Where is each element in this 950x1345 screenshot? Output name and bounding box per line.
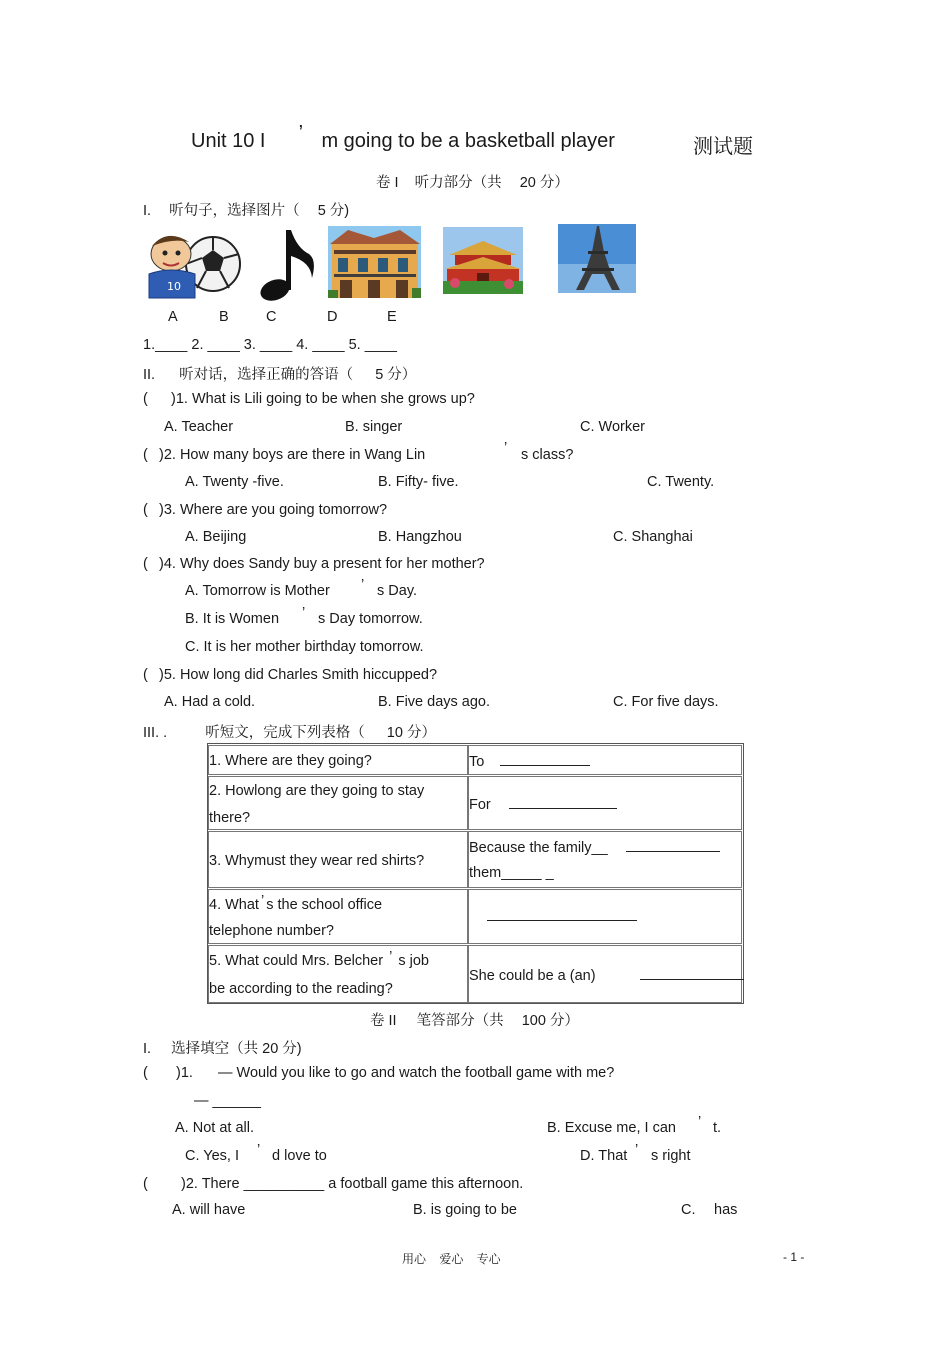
q3-bracket: ( [143,502,148,518]
table-row-4-blank[interactable] [487,908,637,921]
table-row-1-answer-cell [468,745,742,775]
table-row-5-blank[interactable] [640,967,744,980]
table-row-5-answer [469,967,744,984]
part2-heading [143,363,416,384]
part2-score: 5 分） [375,367,417,383]
table-row-4-question-line2: telephone number? [209,923,334,939]
part1-heading [143,199,349,220]
p4-q1-question: — Would you like to go and watch the football game with me? [218,1065,615,1081]
part2-number: II. [143,367,156,383]
section-listening-score: 20 分） [519,175,569,191]
part1-instruction: 听句子，选择图片（ [169,203,300,219]
part3-number: III. . [143,725,168,741]
p4-q1-number: )1. [176,1065,193,1081]
p4-q1-option-c: C. Yes, I [185,1148,240,1164]
q4-option-b-apostrophe: ’ [302,605,306,621]
q5-question: )5. How long did Charles Smith hiccupped? [159,667,438,683]
tiananmen-photo [443,227,523,294]
q5-option-b: B. Five days ago. [378,694,491,710]
table-row-4-question-part2: s the school office [266,897,383,913]
section-listening-label: 卷 I [376,175,399,191]
part1-number: I. [143,203,152,219]
listening-table [207,743,744,1004]
table-row-3-blank[interactable] [626,839,720,852]
picture-label-b: B [219,309,229,325]
p4-q1-option-d-apostrophe: ’ [635,1142,639,1158]
q4-bracket: ( [143,556,148,572]
table-row-5-question-cell [208,945,468,1003]
q1-question: )1. What is Lili going to be when she grows up? [171,391,475,407]
q2-question-tail: s class? [521,447,574,463]
table-row-2-blank[interactable] [509,796,617,809]
p4-q1-option-d: D. That [580,1148,628,1164]
table-row-4-answer-cell [468,889,742,944]
q4-option-a-apostrophe: ’ [361,577,365,593]
picture-label-e: E [387,309,397,325]
part4-instruction: 选择填空（共 20 分) [171,1041,302,1057]
p4-q2-option-b: B. is going to be [413,1202,517,1218]
q4-option-b-tail: s Day tomorrow. [318,611,423,627]
table-row-5-apostrophe: ’ [389,949,393,965]
section-writing-heading [370,1009,579,1030]
q1-bracket: ( [143,391,148,407]
part3-score: 10 分） [386,725,436,741]
p4-q1-option-b: B. Excuse me, I can [547,1120,676,1136]
table-row-5-question-line1 [209,949,429,969]
table-row-2-question-cell [208,776,468,830]
q4-option-a-tail: s Day. [377,583,418,599]
p4-q1-bracket: ( [143,1065,148,1081]
q3-question: )3. Where are you going tomorrow? [159,502,388,518]
section-writing-label: 卷 II [370,1013,397,1029]
table-row-1-question: 1. Where are they going? [209,753,372,769]
q5-option-c: C. For five days. [613,694,719,710]
section-listening-heading [376,171,569,192]
q4-option-b: B. It is Women [185,611,280,627]
music-note-icon [257,226,317,304]
q5-option-a: A. Had a cold. [164,694,256,710]
page-number: - 1 - [783,1250,805,1264]
p4-q2-option-c: C. [681,1202,696,1218]
part3-instruction: 听短文，完成下列表格（ [205,725,365,741]
table-row-1-question-cell [208,745,468,775]
footer-slogan: 用心 爱心 专心 [402,1252,501,1266]
q1-option-b: B. singer [345,419,403,435]
table-row-5-question-line2: be according to the reading? [209,981,393,997]
table-row-1-blank[interactable] [500,753,590,766]
table-row-2-question-line1: 2. Howlong are they going to stay [209,783,425,799]
q2-question: )2. How many boys are there in Wang Lin [159,447,426,463]
q3-option-b: B. Hangzhou [378,529,462,545]
part1-score: 5 分) [317,203,350,219]
table-row-4-question-line1 [209,893,383,913]
table-row-2-question-line2: there? [209,810,251,826]
table-row-5-question-part2: s job [398,953,429,969]
cartoon-football-player-image [143,226,241,300]
part2-instruction: 听对话，选择正确的答语（ [179,367,354,383]
table-row-2-answer-cell [468,776,742,830]
table-row-1-answer [469,753,590,770]
section-writing-score: 100 分） [521,1013,579,1029]
section-writing-text: 笔答部分（共 [416,1013,504,1029]
q2-option-c: C. Twenty. [647,474,715,490]
table-row-3-answer-text1: Because the family__ [469,840,608,856]
p4-q1-option-a: A. Not at all. [175,1120,254,1136]
picture-label-d: D [327,309,338,325]
part4-number: I. [143,1041,152,1057]
title-part2: m going to be a basketball player [321,130,615,152]
q1-option-a: A. Teacher [164,419,234,435]
q2-bracket: ( [143,447,148,463]
q4-question: )4. Why does Sandy buy a present for her mother? [159,556,485,572]
picture-label-a: A [168,309,178,325]
eiffel-tower-photo [558,224,636,293]
q5-bracket: ( [143,667,148,683]
section-listening-text: 听力部分（共 [414,175,502,191]
q2-option-a: A. Twenty -five. [185,474,284,490]
table-row-3-answer-line1 [469,839,720,856]
table-row-2-answer-label: For [469,797,491,813]
table-row-1-answer-label: To [469,754,485,770]
svg-text:10: 10 [167,280,181,293]
table-row-3-answer-text2: them_____ _ [469,865,554,881]
q3-option-a: A. Beijing [185,529,247,545]
title-suffix: 测试题 [693,136,753,158]
table-row-5-question-part1: 5. What could Mrs. Belcher [209,953,384,969]
q1-option-c: C. Worker [580,419,645,435]
p4-q1-option-c-apostrophe: ’ [257,1142,261,1158]
page-title [191,122,615,153]
p4-q2-question: )2. There __________ a football game this afternoon. [181,1176,524,1192]
table-row-2-answer [469,796,617,813]
house-photo [328,226,421,298]
q2-apostrophe: ’ [504,440,508,456]
q4-option-c: C. It is her mother birthday tomorrow. [185,639,424,655]
picture-label-c: C [266,309,277,325]
p4-q1-option-c-tail: d love to [272,1148,327,1164]
table-row-4-question-part1: 4. What [209,897,259,913]
part3-heading [143,721,436,742]
part1-answer-blanks: 1.____ 2. ____ 3. ____ 4. ____ 5. ____ [143,337,397,353]
table-row-5-answer-cell [468,945,742,1003]
table-row-4-apostrophe: ’ [260,893,265,909]
p4-q1-option-d-tail: s right [651,1148,691,1164]
table-row-3-answer-cell [468,831,742,888]
p4-q1-option-b-apostrophe: ’ [698,1114,702,1130]
p4-q1-reply: — ______ [194,1093,261,1109]
p4-q2-bracket: ( [143,1176,148,1192]
p4-q2-option-a: A. will have [172,1202,246,1218]
part4-heading [143,1037,302,1058]
table-row-5-answer-label: She could be a (an) [469,968,596,984]
table-row-3-question: 3. Whymust they wear red shirts? [209,853,425,869]
p4-q2-option-c-text: has [714,1202,738,1218]
p4-q1-option-b-tail: t. [713,1120,722,1136]
table-row-3-question-cell [208,831,468,888]
title-apostrophe: ’ [298,122,303,144]
q2-option-b: B. Fifty- five. [378,474,459,490]
title-part1: Unit 10 I [191,130,266,152]
q4-option-a: A. Tomorrow is Mother [185,583,330,599]
table-row-4-question-cell [208,889,468,944]
q3-option-c: C. Shanghai [613,529,693,545]
